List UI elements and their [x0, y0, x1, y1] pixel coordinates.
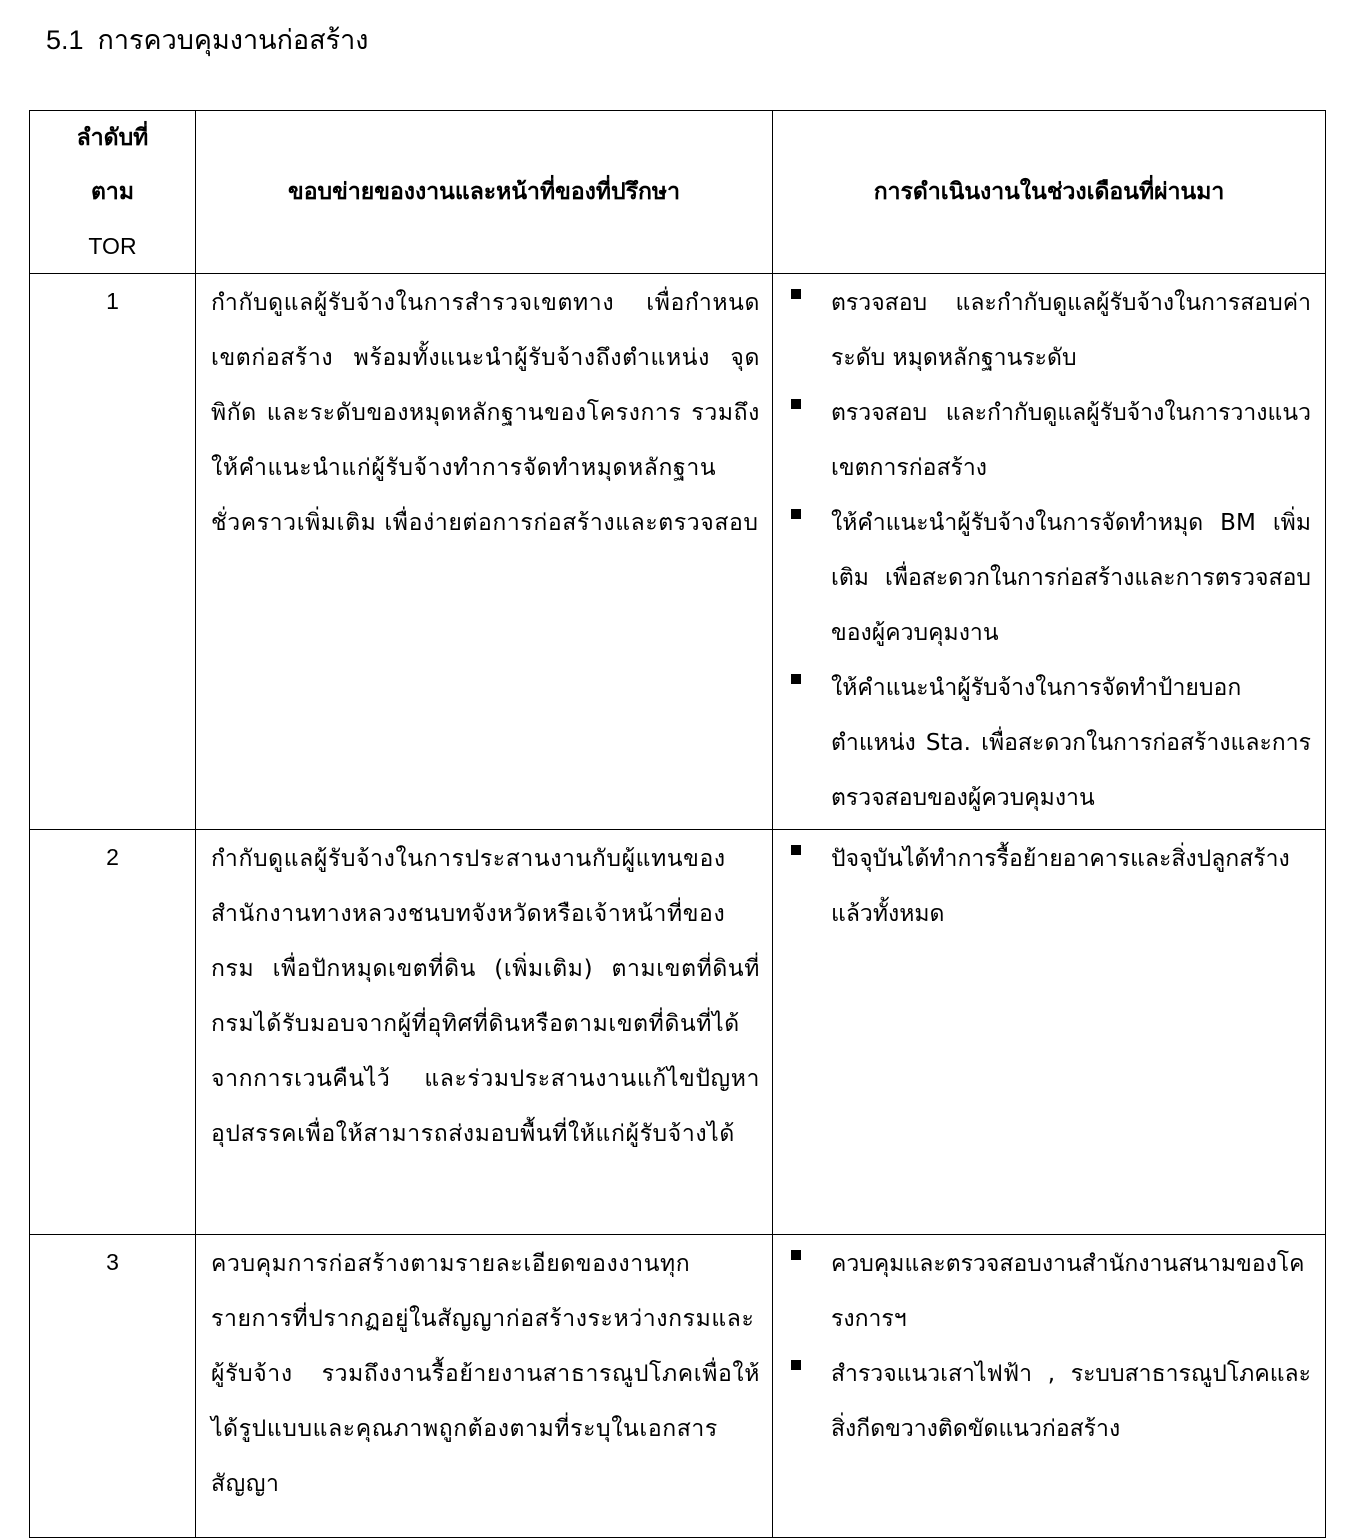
progress-item	[787, 386, 1311, 496]
supervision-table	[29, 110, 1326, 1538]
square-bullet-icon	[791, 1250, 801, 1260]
header-tor-index-line2: ตาม	[90, 179, 134, 205]
square-bullet-icon	[791, 674, 801, 684]
square-bullet-icon	[791, 1360, 801, 1370]
section-heading	[46, 18, 368, 63]
row-index: 2	[30, 830, 196, 1235]
section-number: 5.1	[46, 25, 84, 55]
progress-list	[787, 832, 1311, 942]
progress-item	[787, 1347, 1311, 1457]
table-header-row	[30, 111, 1326, 274]
header-scope: ขอบข่ายของงานและหน้าที่ของที่ปรึกษา	[196, 111, 773, 274]
table-row	[30, 830, 1326, 1235]
table-row	[30, 274, 1326, 830]
square-bullet-icon	[791, 289, 801, 299]
square-bullet-icon	[791, 399, 801, 409]
progress-item-text: ให้คำแนะนำผู้รับจ้างในการจัดทำหมุด BM เพิ่มเติม เพื่อสะดวกในการก่อสร้างและการตรวจสอบของผู้ควบคุมงาน	[831, 510, 1311, 646]
row-index: 1	[30, 274, 196, 830]
row-scope: ควบคุมการก่อสร้างตามรายละเอียดของงานทุกรายการที่ปรากฏอยู่ในสัญญาก่อสร้างระหว่างกรมและ ผู้รับจ้าง รวมถึงงานรื้อย้ายงานสาธารณูปโภคเพื่อให้ได้รูปแบบและคุณภาพถูกต้องตามที่ระบุในเอกสารสัญญา	[196, 1235, 773, 1538]
progress-item	[787, 1237, 1311, 1347]
progress-item	[787, 661, 1311, 826]
row-index: 3	[30, 1235, 196, 1538]
row-progress	[773, 274, 1326, 830]
progress-item	[787, 276, 1311, 386]
progress-item-text: ตรวจสอบ และกำกับดูแลผู้รับจ้างในการสอบค่าระดับ หมุดหลักฐานระดับ	[831, 290, 1311, 371]
progress-item	[787, 496, 1311, 661]
square-bullet-icon	[791, 509, 801, 519]
header-tor-index-line1: ลำดับที่	[76, 125, 149, 151]
square-bullet-icon	[791, 845, 801, 855]
section-title: การควบคุมงานก่อสร้าง	[97, 25, 369, 56]
progress-item-text: ให้คำแนะนำผู้รับจ้างในการจัดทำป้ายบอกตำแหน่ง Sta. เพื่อสะดวกในการก่อสร้างและการตรวจสอบของผู้ควบคุมงาน	[831, 675, 1311, 811]
row-scope: กำกับดูแลผู้รับจ้างในการประสานงานกับผู้แทนของสำนักงานทางหลวงชนบทจังหวัดหรือเจ้าหน้าที่ของกรม เพื่อปักหมุดเขตที่ดิน (เพิ่มเติม) ตามเขตที่ดินที่กรมได้รับมอบจากผู้ที่อุทิศที่ดินหรือตามเขตที่ดินที่ได้จากการเวนคืนไว้ และร่วมประสานงานแก้ไขปัญหาอุปสรรคเพื่อให้สามารถส่งมอบพื้นที่ให้แก่ผู้รับจ้างได้	[196, 830, 773, 1235]
progress-item-text: ควบคุมและตรวจสอบงานสำนักงานสนามของโครงการฯ	[831, 1251, 1305, 1332]
progress-list	[787, 276, 1311, 826]
progress-item-text: ปัจจุบันได้ทำการรื้อย้ายอาคารและสิ่งปลูกสร้างแล้วทั้งหมด	[831, 846, 1290, 927]
row-scope: กำกับดูแลผู้รับจ้างในการสำรวจเขตทาง เพื่อกำหนดเขตก่อสร้าง พร้อมทั้งแนะนำผู้รับจ้างถึงตำแหน่ง จุดพิกัด และระดับของหมุดหลักฐานของโครงการ รวมถึงให้คำแนะนำแก่ผู้รับจ้างทำการจัดทำหมุดหลักฐานชั่วคราวเพิ่มเติม เพื่อง่ายต่อการก่อสร้างและตรวจสอบ	[196, 274, 773, 830]
progress-item-text: สำรวจแนวเสาไฟฟ้า , ระบบสาธารณูปโภคและสิ่งกีดขวางติดขัดแนวก่อสร้าง	[831, 1361, 1311, 1442]
header-progress: การดำเนินงานในช่วงเดือนที่ผ่านมา	[773, 111, 1326, 274]
header-tor-index	[30, 111, 196, 274]
progress-list	[787, 1237, 1311, 1457]
progress-item-text: ตรวจสอบ และกำกับดูแลผู้รับจ้างในการวางแนวเขตการก่อสร้าง	[831, 400, 1311, 481]
row-progress	[773, 1235, 1326, 1538]
progress-item	[787, 832, 1311, 942]
header-tor-index-line3: TOR	[88, 233, 137, 259]
row-progress	[773, 830, 1326, 1235]
table-row	[30, 1235, 1326, 1538]
